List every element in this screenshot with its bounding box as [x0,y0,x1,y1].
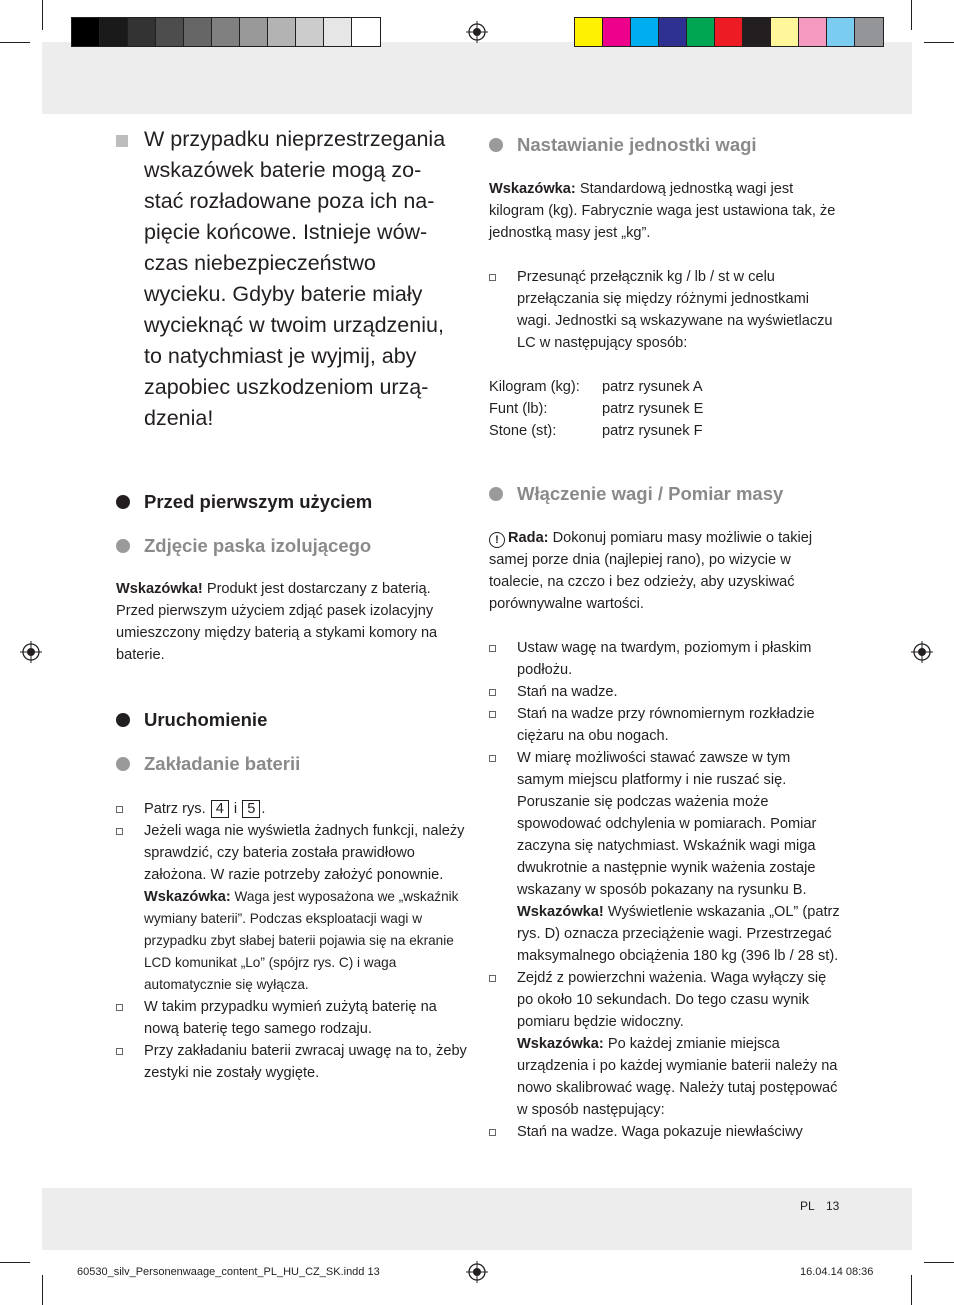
color-swatch [352,18,380,46]
bullet-dot-icon [116,539,130,553]
process-color-bar [574,17,884,47]
file-slug: 60530_silv_Personenwaage_content_PL_HU_CZ_SK.indd 13 [77,1266,380,1278]
list-item: Przy zakładaniu baterii zwracaj uwagę na to, żeby zestyki nie zostały wygięte. [116,1040,468,1084]
table-row [489,376,703,398]
left-column [116,124,468,1084]
color-swatch [771,18,799,46]
warning-line: dzenia! [144,406,214,430]
registration-mark-icon [466,1261,488,1283]
heading-switch-on-measure: Włączenie wagi / Pomiar masy [489,482,841,506]
list-item: Stań na wadze. [489,681,841,703]
warning-line: wskazówek baterie mogą zo- [144,158,422,182]
measure-steps [489,637,841,1143]
checkbox-bullet-icon [489,975,496,982]
top-band [42,42,912,114]
list-item: W takim przypadku wymień zużytą baterię na nową baterię tego samego rodzaju. [116,996,468,1040]
unit-note: Wskazówka: Standardową jednostką wagi jest kilogram (kg). Fabrycznie waga jest ustawiona tak, że jednostką masy jest „kg”. [489,181,836,241]
square-bullet-icon [116,135,128,147]
page-number: 13 [826,1199,840,1213]
bullet-dot-icon [116,757,130,771]
checkbox-bullet-icon [489,755,496,762]
crop-mark [42,0,43,30]
gray-color-bar [71,17,381,47]
right-column [489,133,841,1143]
registration-mark-icon [911,641,933,663]
color-swatch [324,18,352,46]
registration-mark-icon [20,641,42,663]
color-swatch [100,18,128,46]
table-row [489,420,703,442]
unit-name: Kilogram (kg): [489,379,580,395]
figure-ref-4: 4 [211,800,229,818]
bullet-dot-icon [116,713,130,727]
crop-mark [0,1262,30,1263]
color-swatch [827,18,855,46]
units-table [489,376,703,442]
list-item: Ustaw wagę na twardym, poziomym i płaskim podłożu. [489,637,841,681]
color-swatch [240,18,268,46]
unit-name: Stone (st): [489,423,557,439]
color-swatch [212,18,240,46]
color-swatch [743,18,771,46]
list-item: W miarę możliwości stawać zawsze w tym samym miejscu platformy i nie ruszać się. Poruszanie się podczas ważenia może spowodować odchylenia w pomiarach. Pomiar zaczyna się natychmiast. Wskaźnik wagi miga dwukrotnie a następnie wynik ważenia zostaje wskazany w sposób pokazany na rysunku B. Wskazówka! Wyświetlenie wskazania „OL” (patrz rys. D) oznacza przeciążenie wagi. Przestrzegać maksymalnego obciążenia 180 kg (396 lb / 28 st). [489,747,841,967]
figure-ref-5: 5 [242,800,260,818]
unit-ref: patrz rysunek F [602,423,703,439]
warning-line: W przypadku nieprzestrzegania [144,127,446,151]
checkbox-bullet-icon [116,806,123,813]
warning-line: wycieknąć w twoim urządzeniu, [144,313,444,337]
color-swatch [855,18,883,46]
warning-text [144,124,468,434]
checkbox-bullet-icon [116,1048,123,1055]
checkbox-bullet-icon [489,1129,496,1136]
unit-steps [489,266,841,354]
list-item: Przesunąć przełącznik kg / lb / st w celu przełączania się między różnymi jednostkami wagi. Jednostki są wskazywane na wyświetlaczu LC w następujący sposób: [489,266,841,354]
color-swatch [799,18,827,46]
heading-startup: Uruchomienie [116,708,468,732]
list-item: Patrz rys. 4 i 5 . [116,798,468,820]
color-swatch [296,18,324,46]
insulating-strip-note: Wskazówka! Produkt jest dostarczany z baterią. Przed pierwszym użyciem zdjąć pasek izolacyjny umieszczony między baterią a stykami komory na baterie. [116,581,438,663]
heading-before-first-use: Przed pierwszym użyciem [116,490,468,514]
warning-line: wycieku. Gdyby baterie miały [144,282,423,306]
color-swatch [268,18,296,46]
color-swatch [128,18,156,46]
bottom-band [42,1188,912,1250]
color-swatch [715,18,743,46]
checkbox-bullet-icon [489,711,496,718]
print-date: 16.04.14 08:36 [800,1266,874,1278]
exclamation-circle-icon: ! [489,532,505,548]
battery-warning [116,124,468,434]
crop-mark [911,0,912,30]
page-language: PL [800,1199,815,1213]
list-item: Stań na wadze przy równomiernym rozkładzie ciężaru na obu nogach. [489,703,841,747]
color-swatch [156,18,184,46]
color-swatch [687,18,715,46]
list-item: Jeżeli waga nie wyświetla żadnych funkcji, należy sprawdzić, czy bateria została prawidłowo założona. W razie potrzeby założyć ponownie. Wskazówka: Waga jest wyposażona we „wskaźnik wymiany baterii”. Podczas eksploatacji wagi w przypadku zbyt słabej baterii pojawia się na ekranie LCD komunikat „Lo” (spójrz rys. C) i waga automatycznie się wyłącza. [116,820,468,996]
color-swatch [184,18,212,46]
bullet-dot-icon [489,138,503,152]
color-swatch [603,18,631,46]
registration-mark-icon [466,21,488,43]
crop-mark [0,42,30,43]
tip-paragraph: ! Rada: Dokonuj pomiaru masy możliwie o takiej samej porze dnia (najlepiej rano), po wizycie w toalecie, na czczo i bez odzieży, aby uzyskiwać porównywalne wartości. [489,530,813,612]
checkbox-bullet-icon [116,828,123,835]
crop-mark [911,1275,912,1305]
bullet-dot-icon [489,487,503,501]
warning-line: to natychmiast je wyjmij, aby [144,344,417,368]
checkbox-bullet-icon [489,645,496,652]
table-row [489,398,703,420]
list-item: Zejdź z powierzchni ważenia. Waga wyłączy się po około 10 sekundach. Do tego czasu wynik pomiaru będzie widoczny. Wskazówka: Po każdej zmianie miejsca urządzenia i po każdej wymianie baterii należy na nowo skalibrować wagę. Należy tutaj postępować w sposób następujący: [489,967,841,1121]
heading-set-weight-unit: Nastawianie jednostki wagi [489,133,841,157]
checkbox-bullet-icon [116,1004,123,1011]
unit-name: Funt (lb): [489,401,548,417]
warning-line: stać rozładowane poza ich na- [144,189,435,213]
color-swatch [631,18,659,46]
checkbox-bullet-icon [489,689,496,696]
unit-ref: patrz rysunek E [602,401,704,417]
color-swatch [659,18,687,46]
unit-ref: patrz rysunek A [602,379,703,395]
crop-mark [924,42,954,43]
bullet-dot-icon [116,495,130,509]
warning-line: zapobiec uszkodzeniom urzą- [144,375,429,399]
warning-line: czas niebezpieczeństwo [144,251,376,275]
heading-insert-battery: Zakładanie baterii [116,752,468,776]
checkbox-bullet-icon [489,274,496,281]
color-swatch [72,18,100,46]
crop-mark [42,1275,43,1305]
warning-line: pięcie końcowe. Istnieje wów- [144,220,428,244]
color-swatch [575,18,603,46]
battery-steps [116,798,468,1084]
heading-remove-insulating-strip: Zdjęcie paska izolującego [116,534,468,558]
list-item: Stań na wadze. Waga pokazuje niewłaściwy [489,1121,841,1143]
crop-mark [924,1262,954,1263]
